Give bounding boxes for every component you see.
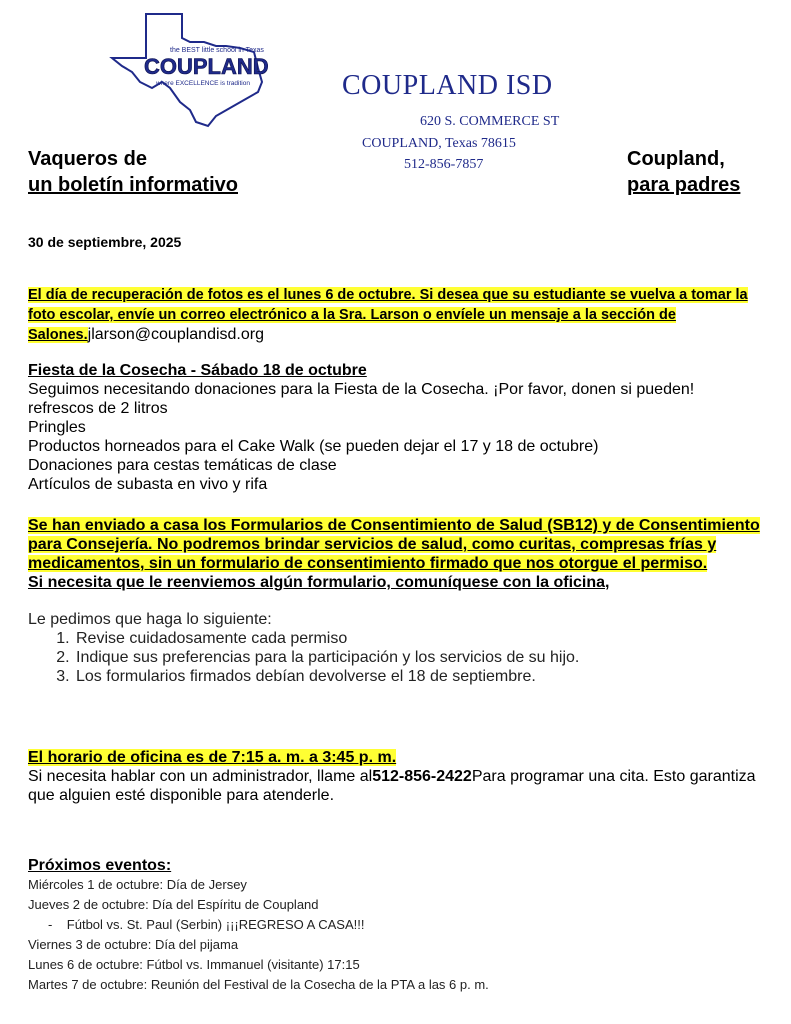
harvest-heading: Fiesta de la Cosecha - Sábado 18 de octubre — [28, 362, 367, 379]
office-text-after: Para programar una cita. Esto garantiza que alguien esté disponible para atenderle. — [28, 768, 756, 804]
events-heading: Próximos eventos: — [28, 857, 172, 874]
event-item: Lunes 6 de octubre: Fútbol vs. Immanuel (visitante) 17:15 — [28, 957, 360, 972]
harvest-section — [28, 361, 768, 494]
event-item: Jueves 2 de octubre: Día del Espíritu de Coupland — [28, 897, 319, 912]
headline-right-1: Coupland, — [627, 148, 725, 170]
district-phone: 512-856-7857 — [404, 157, 484, 172]
headline-left-2: un boletín informativo — [28, 174, 238, 196]
photo-retake-notice — [28, 285, 768, 345]
events-section — [28, 856, 768, 995]
logo-name: COUPLAND — [144, 54, 269, 79]
consent-resend: Si necesita que le reenviemos algún formulario, comuníquese con la oficina, — [28, 574, 610, 591]
logo-tagline-bottom: where EXCELLENCE is tradition — [156, 80, 250, 87]
headline-right-2: para padres — [627, 174, 741, 196]
harvest-item: Pringles — [28, 419, 86, 436]
district-street: 620 S. COMMERCE ST — [420, 114, 560, 129]
office-phone: 512-856-2422 — [372, 768, 472, 785]
consent-notice: Se han enviado a casa los Formularios de Consentimiento de Salud (SB12) y de Consentimiento para Consejería. No podremos brindar servicios de salud, como curitas, compresas frías y medicamentos, sin un formulario de consentimiento firmado que nos otorgue el permiso. — [28, 517, 760, 572]
larson-email-link[interactable]: jlarson@couplandisd.org — [87, 326, 264, 343]
consent-step: 2. Indique sus preferencias para la participación y los servicios de su hijo. — [74, 648, 768, 667]
harvest-item: Donaciones para cestas temáticas de clase — [28, 457, 337, 474]
headline-left-1: Vaqueros de — [28, 148, 147, 170]
office-hours-section — [28, 748, 768, 805]
newsletter-date: 30 de septiembre, 2025 — [28, 234, 182, 250]
event-subitem — [28, 915, 768, 935]
office-hours: El horario de oficina es de 7:15 a. m. a 3:45 p. m. — [28, 749, 397, 766]
event-item: Miércoles 1 de octubre: Día de Jersey — [28, 877, 247, 892]
harvest-item: Artículos de subasta en vivo y rifa — [28, 476, 268, 493]
consent-step: 3. Los formularios firmados debían devolverse el 18 de septiembre. — [74, 667, 768, 686]
harvest-intro: Seguimos necesitando donaciones para la Fiesta de la Cosecha. ¡Por favor, donen si pueden! — [28, 381, 695, 398]
photo-notice-text: El día de recuperación de fotos es el lunes 6 de octubre. Si desea que su estudiante se vuelva a tomar la foto escolar, envíe un correo electrónico a la Sra. Larson o envíele un mensaje a la sección de Salones. — [28, 287, 748, 343]
coupland-logo — [108, 12, 278, 128]
logo-tagline-top: the BEST little school in Texas — [170, 47, 264, 54]
office-text-before: Si necesita hablar con un administrador, llame al — [28, 768, 373, 785]
dash-bullet: - — [48, 917, 53, 932]
consent-steps — [28, 629, 768, 686]
district-city: COUPLAND, Texas 78615 — [362, 136, 516, 151]
district-name: COUPLAND ISD — [342, 70, 553, 101]
event-item: Viernes 3 de octubre: Día del pijama — [28, 937, 239, 952]
harvest-item: refrescos de 2 litros — [28, 400, 168, 417]
event-item: Martes 7 de octubre: Reunión del Festival de la Cosecha de la PTA a las 6 p. m. — [28, 977, 489, 992]
consent-request-intro: Le pedimos que haga lo siguiente: — [28, 611, 272, 628]
harvest-item: Productos horneados para el Cake Walk (se pueden dejar el 17 y 18 de octubre) — [28, 438, 599, 455]
event-subitem-text: Fútbol vs. St. Paul (Serbin) ¡¡¡REGRESO A CASA!!! — [66, 917, 365, 932]
consent-section — [28, 516, 768, 686]
consent-step: 1. Revise cuidadosamente cada permiso — [74, 629, 768, 648]
texas-map-icon — [108, 12, 278, 128]
